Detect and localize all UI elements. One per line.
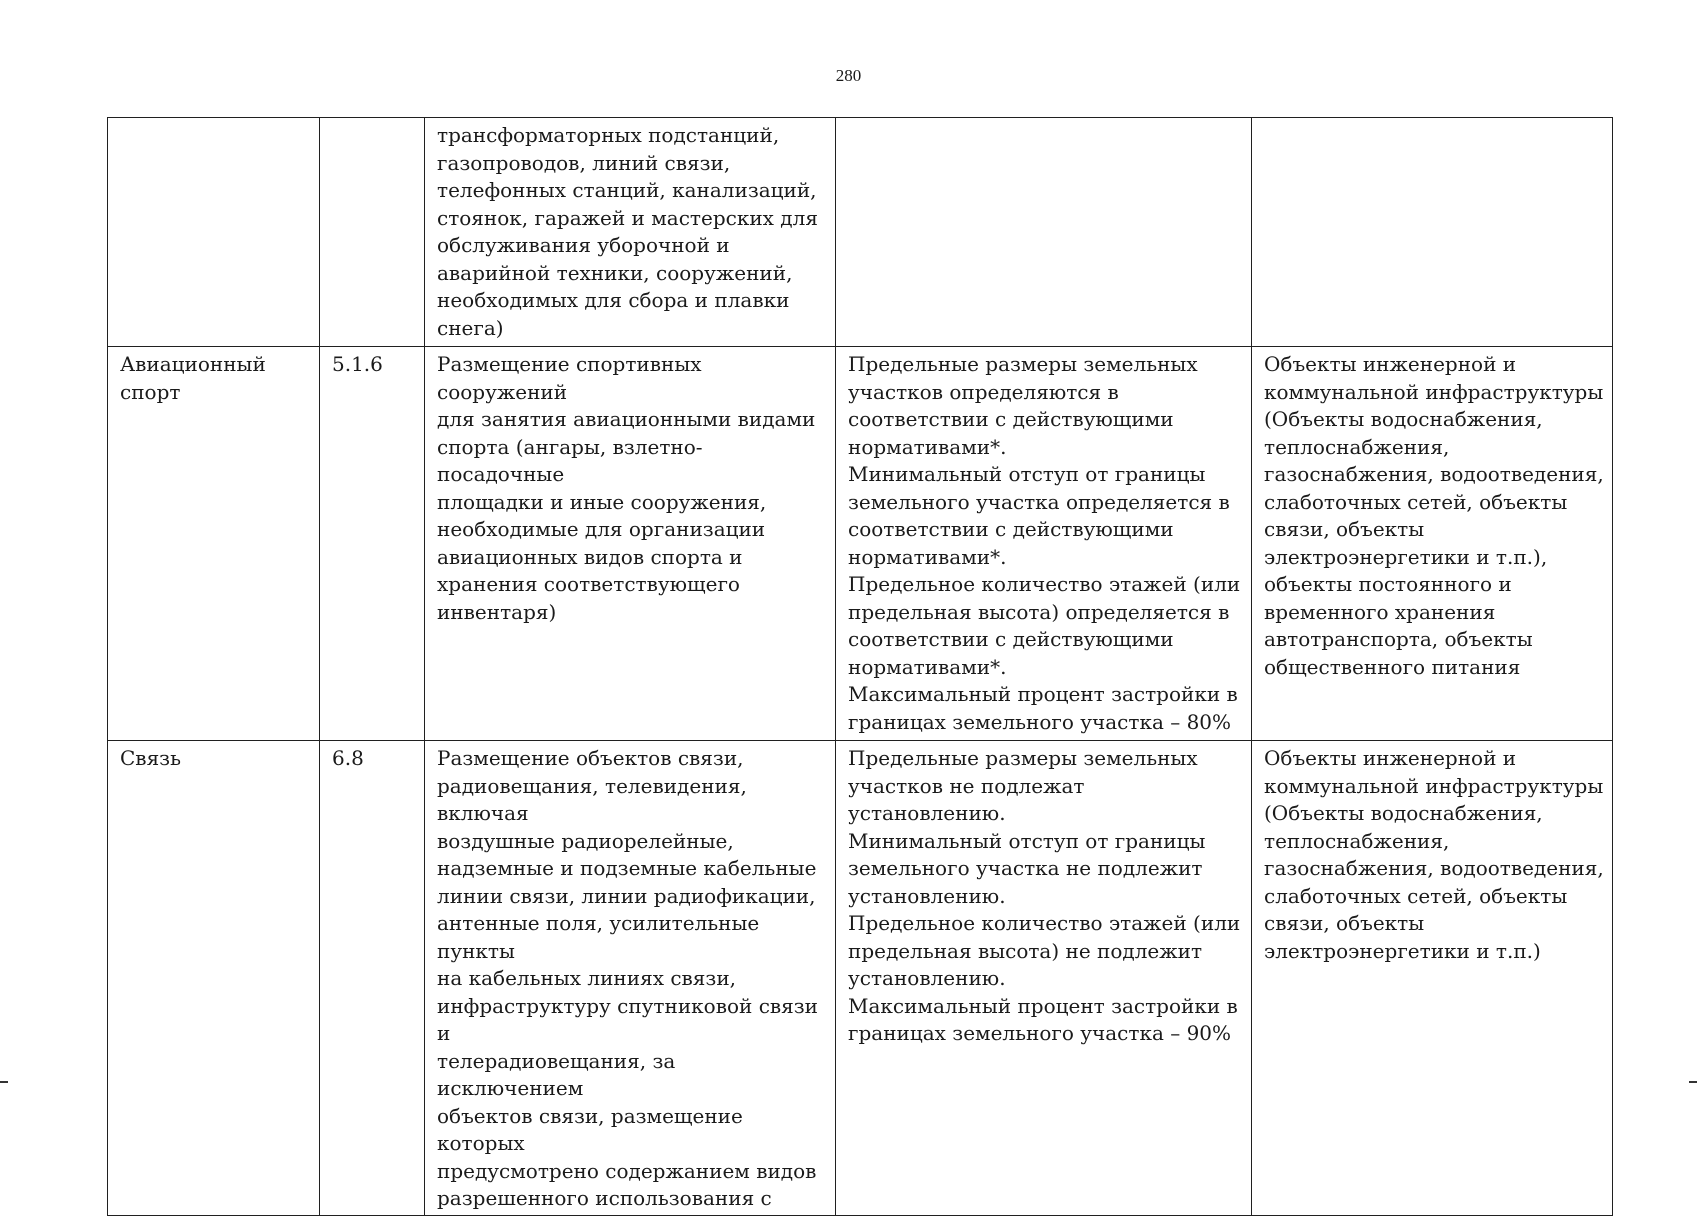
use-description-cell: [425, 118, 836, 347]
use-code-cell: [320, 347, 425, 741]
use-description: трансформаторных подстанций, газопроводов, линий связи, телефонных станций, канализаций, стоянок, гаражей и мастерских для обслуживания уборочной и аварийной техники, сооружений, необходимых для сбора и плавки снега): [437, 123, 818, 340]
use-parameters-cell: [836, 741, 1252, 1216]
use-name-cell: [108, 347, 320, 741]
use-name-cell: [108, 741, 320, 1216]
use-code: 5.1.6: [332, 352, 383, 376]
use-name-cell: [108, 118, 320, 347]
auxiliary-uses-cell: [1252, 118, 1613, 347]
land-use-table: [107, 117, 1613, 1216]
use-description: Размещение спортивных сооружений для занятия авиационными видами спорта (ангары, взлетно-посадочные площадки и иные сооружения, необходимые для организации авиационных видов спорта и хранения соответствующего инвентаря): [437, 352, 816, 624]
scan-edge-mark-left: [0, 1081, 8, 1083]
use-parameters: Предельные размеры земельных участков не подлежат установлению. Минимальный отступ от границы земельного участка не подлежит установлению. Предельное количество этажей (или предельная высота) не подлежит установлению. Максимальный процент застройки в границах земельного участка – 90%: [848, 746, 1241, 1045]
use-code: 6.8: [332, 746, 364, 770]
table-row: [108, 118, 1613, 347]
use-parameters: Предельные размеры земельных участков определяются в соответствии с действующими нормативами*. Минимальный отступ от границы земельного участка определяется в соответствии с действующими нормативами*. Предельное количество этажей (или предельная высота) определяется в соответствии с действующими нормативами*. Максимальный процент застройки в границах земельного участка – 80%: [848, 352, 1241, 734]
auxiliary-uses-cell: [1252, 741, 1613, 1216]
use-name: Авиационный спорт: [120, 352, 266, 404]
table-row: [108, 741, 1613, 1216]
use-code-cell: [320, 741, 425, 1216]
scan-edge-mark-right: [1689, 1081, 1697, 1083]
use-parameters-cell: [836, 347, 1252, 741]
page-number: 280: [835, 66, 862, 85]
use-description: Размещение объектов связи, радиовещания, телевидения, включая воздушные радиорелейные, надземные и подземные кабельные линии связи, линии радиофикации, антенные поля, усилительные пункты на кабельных линиях связи, инфраструктуру спутниковой связи и телерадиовещания, за исключением объектов связи, размещение которых предусмотрено содержанием видов разрешенного использования с: [437, 746, 819, 1210]
use-parameters-cell: [836, 118, 1252, 347]
use-name: Связь: [120, 746, 181, 770]
auxiliary-uses: Объекты инженерной и коммунальной инфраструктуры (Объекты водоснабжения, теплоснабжения, газоснабжения, водоотведения, слаботочных сетей, объекты связи, объекты электроэнергетики и т.п.), объекты постоянного и временного хранения автотранспорта, объекты общественного питания: [1264, 352, 1604, 679]
auxiliary-uses-cell: [1252, 347, 1613, 741]
auxiliary-uses: Объекты инженерной и коммунальной инфраструктуры (Объекты водоснабжения, теплоснабжения, газоснабжения, водоотведения, слаботочных сетей, объекты связи, объекты электроэнергетики и т.п.): [1264, 746, 1604, 963]
use-description-cell: [425, 741, 836, 1216]
table-row: [108, 347, 1613, 741]
use-description-cell: [425, 347, 836, 741]
use-code-cell: [320, 118, 425, 347]
